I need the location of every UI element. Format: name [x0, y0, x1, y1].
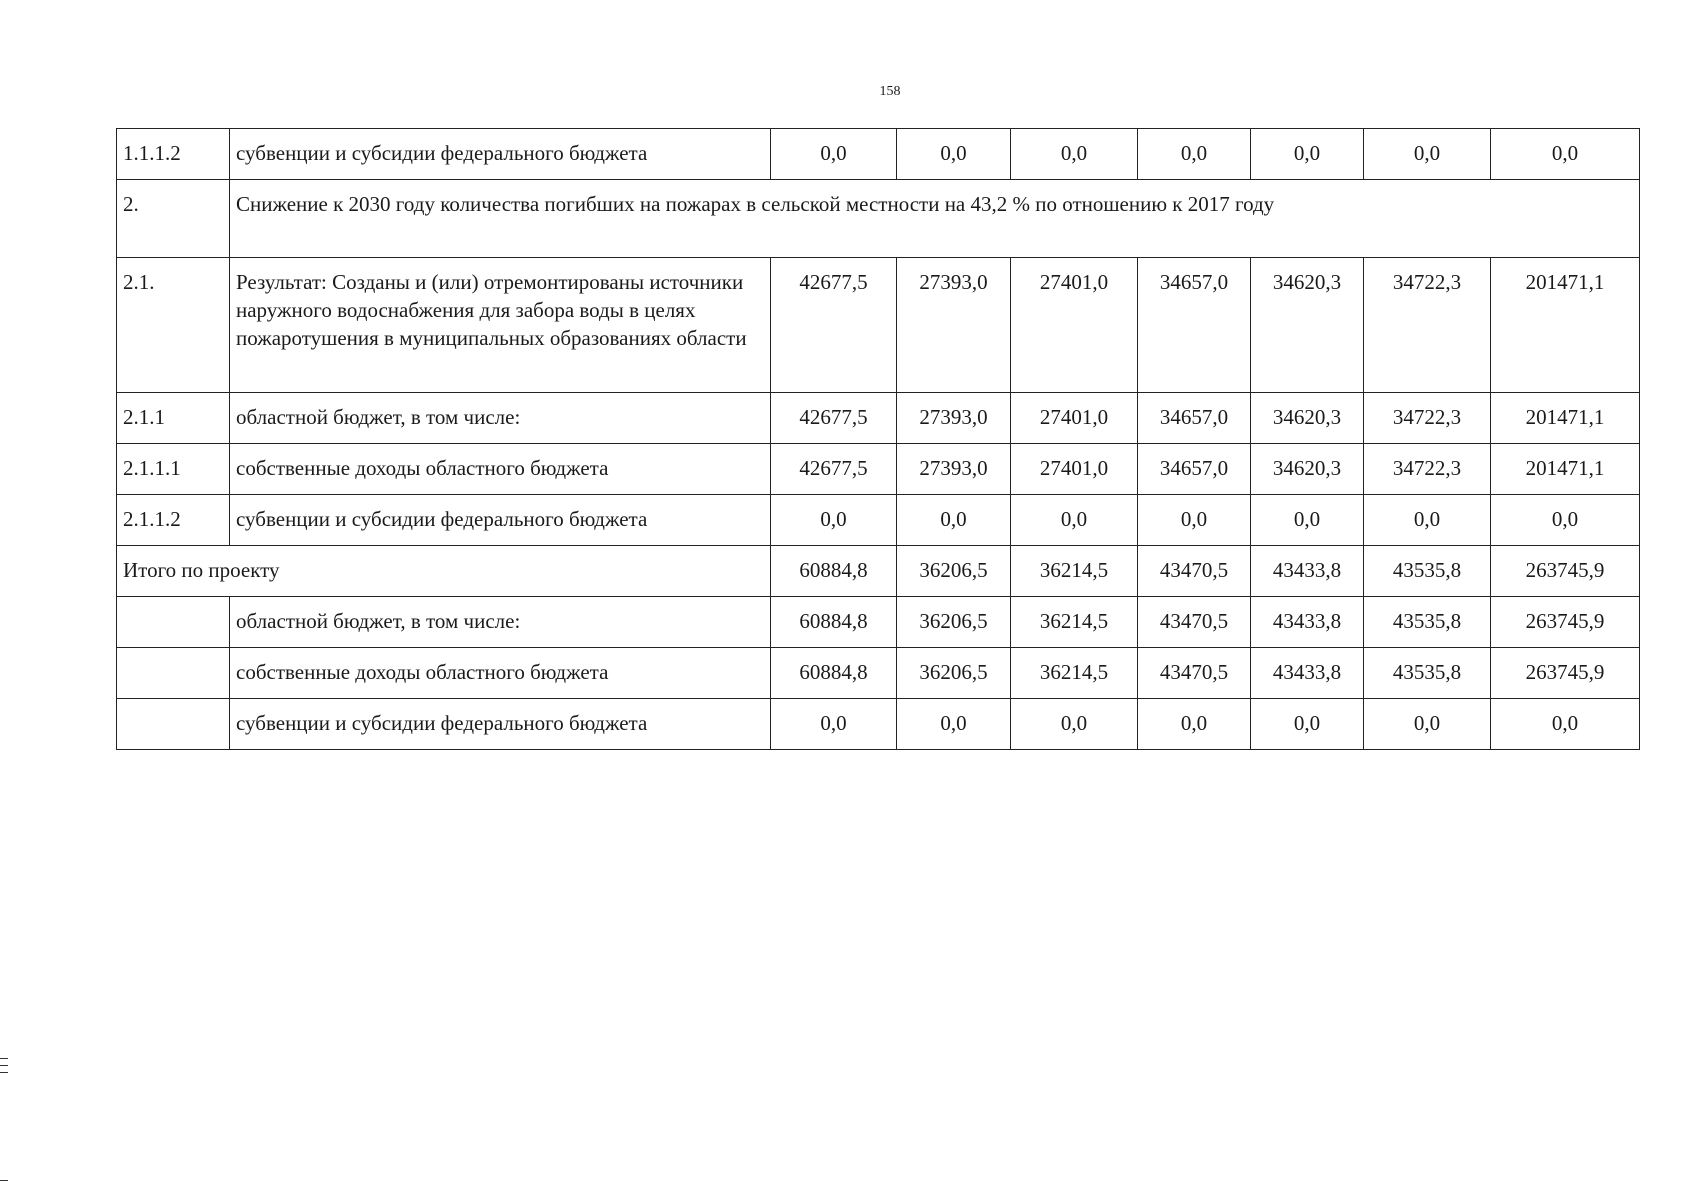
budget-table-body	[117, 129, 1640, 750]
goal-text-cell: Снижение к 2030 году количества погибших на пожарах в сельской местности на 43,2 % по отношению к 2017 году	[230, 180, 1640, 258]
value-cell: 0,0	[1491, 699, 1640, 750]
value-cell: 0,0	[1138, 699, 1251, 750]
row-code-cell: 2.1.1.1	[117, 444, 230, 495]
value-cell: 263745,9	[1491, 546, 1640, 597]
row-label-cell: субвенции и субсидии федерального бюджета	[230, 495, 771, 546]
value-cell: 27401,0	[1011, 258, 1138, 393]
value-cell: 0,0	[1251, 129, 1364, 180]
value-cell: 0,0	[1364, 495, 1491, 546]
value-cell: 43470,5	[1138, 648, 1251, 699]
value-cell: 0,0	[1364, 129, 1491, 180]
row-label-cell: областной бюджет, в том числе:	[230, 597, 771, 648]
value-cell: 0,0	[1011, 699, 1138, 750]
value-cell: 43433,8	[1251, 648, 1364, 699]
value-cell: 43535,8	[1364, 546, 1491, 597]
value-cell: 0,0	[1138, 495, 1251, 546]
value-cell: 36206,5	[897, 546, 1011, 597]
value-cell: 263745,9	[1491, 648, 1640, 699]
table-row	[117, 258, 1640, 393]
value-cell: 0,0	[771, 129, 897, 180]
value-cell: 34657,0	[1138, 444, 1251, 495]
value-cell: 0,0	[1364, 699, 1491, 750]
value-cell: 27393,0	[897, 444, 1011, 495]
value-cell: 36206,5	[897, 597, 1011, 648]
row-label-cell: Результат: Созданы и (или) отремонтированы источники наружного водоснабжения для забора воды в целях пожаротушения в муниципальных образованиях области	[230, 258, 771, 393]
row-code-cell: 2.1.1	[117, 393, 230, 444]
row-label-cell: субвенции и субсидии федерального бюджета	[230, 699, 771, 750]
row-code-cell: 1.1.1.2	[117, 129, 230, 180]
value-cell: 0,0	[1138, 129, 1251, 180]
table-row	[117, 699, 1640, 750]
table-row	[117, 444, 1640, 495]
row-code-cell: 2.1.	[117, 258, 230, 393]
scan-margin-mark	[0, 1180, 8, 1181]
value-cell: 0,0	[897, 699, 1011, 750]
row-code-cell: 2.1.1.2	[117, 495, 230, 546]
value-cell: 36214,5	[1011, 648, 1138, 699]
value-cell: 43433,8	[1251, 597, 1364, 648]
value-cell: 36206,5	[897, 648, 1011, 699]
table-row	[117, 129, 1640, 180]
value-cell: 60884,8	[771, 597, 897, 648]
value-cell: 60884,8	[771, 546, 897, 597]
value-cell: 34657,0	[1138, 393, 1251, 444]
value-cell: 201471,1	[1491, 444, 1640, 495]
value-cell: 43470,5	[1138, 546, 1251, 597]
value-cell: 36214,5	[1011, 546, 1138, 597]
table-row	[117, 597, 1640, 648]
value-cell: 34722,3	[1364, 258, 1491, 393]
row-code-cell	[117, 597, 230, 648]
row-code-cell	[117, 699, 230, 750]
value-cell: 0,0	[1251, 699, 1364, 750]
value-cell: 27401,0	[1011, 393, 1138, 444]
value-cell: 42677,5	[771, 258, 897, 393]
value-cell: 263745,9	[1491, 597, 1640, 648]
value-cell: 43470,5	[1138, 597, 1251, 648]
value-cell: 0,0	[1251, 495, 1364, 546]
value-cell: 36214,5	[1011, 597, 1138, 648]
table-row	[117, 180, 1640, 258]
value-cell: 43535,8	[1364, 597, 1491, 648]
table-row	[117, 393, 1640, 444]
value-cell: 0,0	[771, 699, 897, 750]
value-cell: 201471,1	[1491, 258, 1640, 393]
row-code-cell: 2.	[117, 180, 230, 258]
table-row	[117, 546, 1640, 597]
scan-margin-marks	[0, 1058, 8, 1079]
value-cell: 60884,8	[771, 648, 897, 699]
value-cell: 0,0	[897, 129, 1011, 180]
row-label-cell: собственные доходы областного бюджета	[230, 444, 771, 495]
value-cell: 27393,0	[897, 258, 1011, 393]
value-cell: 43433,8	[1251, 546, 1364, 597]
value-cell: 34620,3	[1251, 444, 1364, 495]
value-cell: 201471,1	[1491, 393, 1640, 444]
value-cell: 0,0	[897, 495, 1011, 546]
value-cell: 43535,8	[1364, 648, 1491, 699]
value-cell: 0,0	[1011, 495, 1138, 546]
value-cell: 0,0	[1491, 495, 1640, 546]
row-label-cell: собственные доходы областного бюджета	[230, 648, 771, 699]
value-cell: 0,0	[771, 495, 897, 546]
value-cell: 34620,3	[1251, 258, 1364, 393]
value-cell: 34657,0	[1138, 258, 1251, 393]
value-cell: 27393,0	[897, 393, 1011, 444]
row-code-cell	[117, 648, 230, 699]
row-label-cell: областной бюджет, в том числе:	[230, 393, 771, 444]
value-cell: 34722,3	[1364, 393, 1491, 444]
budget-table	[116, 128, 1640, 750]
table-row	[117, 495, 1640, 546]
value-cell: 34620,3	[1251, 393, 1364, 444]
value-cell: 0,0	[1011, 129, 1138, 180]
value-cell: 42677,5	[771, 393, 897, 444]
value-cell: 0,0	[1491, 129, 1640, 180]
page-number: 158	[879, 84, 901, 99]
value-cell: 27401,0	[1011, 444, 1138, 495]
table-row	[117, 648, 1640, 699]
total-label-cell: Итого по проекту	[117, 546, 771, 597]
value-cell: 34722,3	[1364, 444, 1491, 495]
row-label-cell: субвенции и субсидии федерального бюджета	[230, 129, 771, 180]
value-cell: 42677,5	[771, 444, 897, 495]
